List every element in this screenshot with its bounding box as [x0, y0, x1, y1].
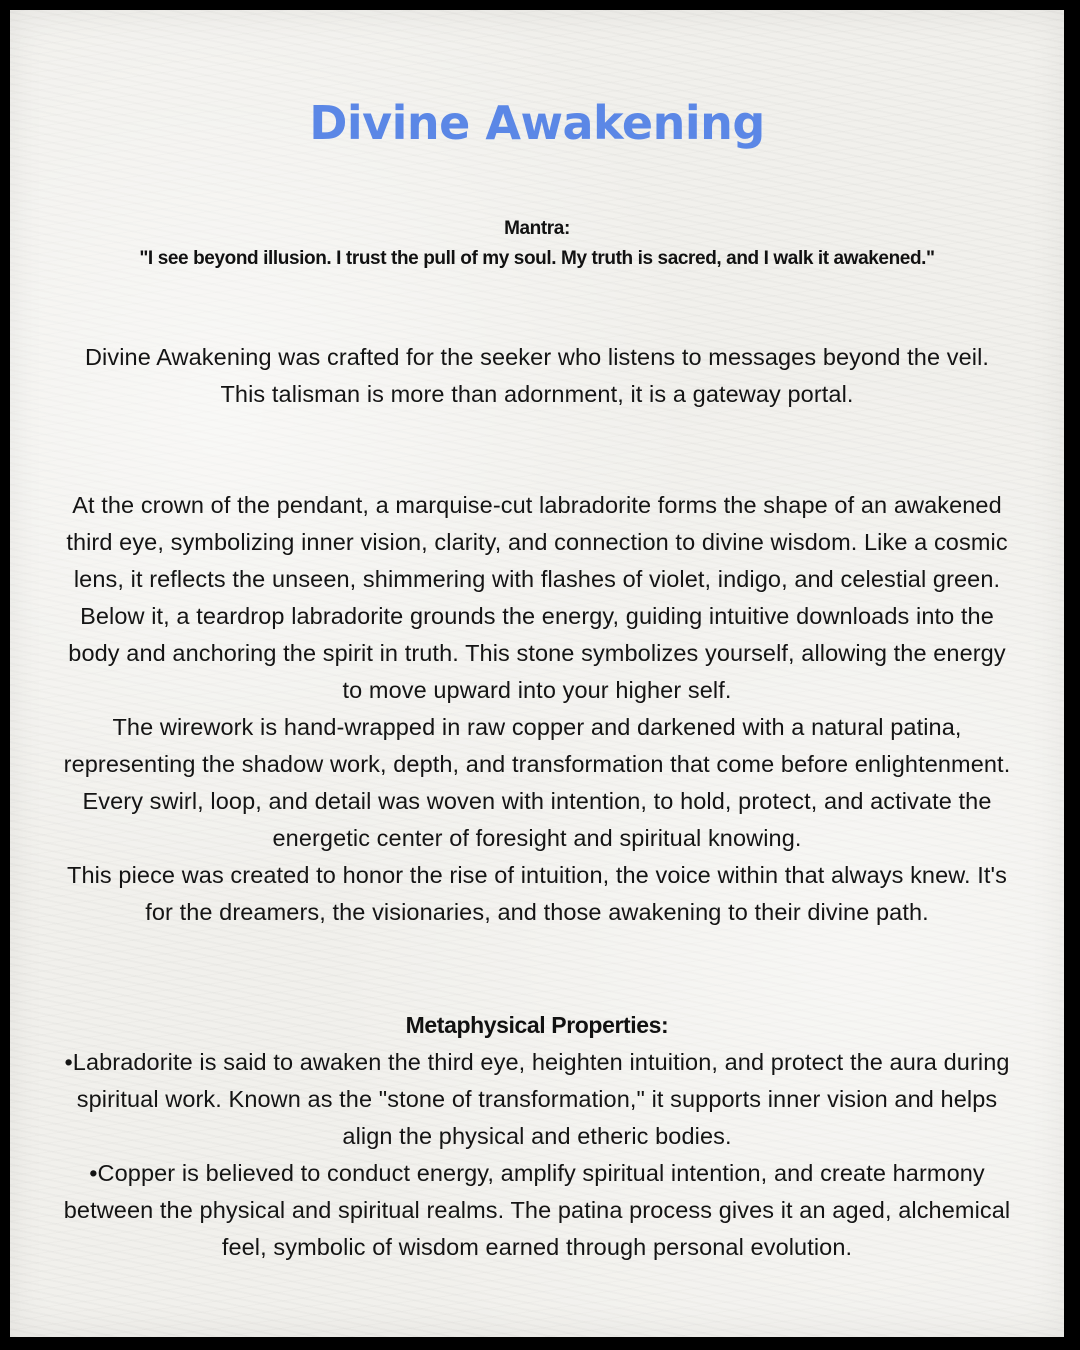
intro-section [58, 339, 1016, 413]
metaphysical-list [58, 1044, 1016, 1266]
paper-card [10, 10, 1064, 1337]
mantra-label: Mantra: [504, 218, 570, 239]
page-title: Divine Awakening [309, 96, 765, 150]
intro-paragraph: Divine Awakening was crafted for the seeker who listens to messages beyond the veil. [84, 344, 990, 370]
metaphysical-heading: Metaphysical Properties: [405, 1012, 669, 1038]
intro-paragraph: This talisman is more than adornment, it is a gateway portal. [220, 381, 854, 407]
mantra-text: "I see beyond illusion. I trust the pull of my soul. My truth is sacred, and I walk it awakened." [139, 248, 935, 269]
list-item: •Copper is believed to conduct energy, amplify spiritual intention, and create harmony between the physical and spiritual realms. The patina process gives it an aged, alchemical feel, symbolic of wisdom earned through personal evolution. [63, 1160, 1011, 1260]
list-item: •Labradorite is said to awaken the third eye, heighten intuition, and protect the aura during spiritual work. Known as the "stone of transformation," it supports inner vision and helps align the physical and etheric bodies. [64, 1049, 1010, 1149]
description-paragraph: This piece was created to honor the rise of intuition, the voice within that always knew. It's for the dreamers, the visionaries, and those awakening to their divine path. [66, 862, 1007, 925]
description-paragraph: At the crown of the pendant, a marquise-cut labradorite forms the shape of an awakened third eye, symbolizing inner vision, clarity, and connection to divine wisdom. Like a cosmic lens, it reflects the unseen, shimmering with flashes of violet, indigo, and celestial green. Below it, a teardrop labradorite grounds the energy, guiding intuitive downloads into the body and anchoring the spirit in truth. This stone symbolizes yourself, allowing the energy to move upward into your higher self. [66, 492, 1008, 703]
mantra-section [10, 214, 1064, 274]
description-paragraph: The wirework is hand-wrapped in raw copper and darkened with a natural patina, representing the shadow work, depth, and transformation that come before enlightenment. Every swirl, loop, and detail was woven with intention, to hold, protect, and activate the energetic center of foresight and spiritual knowing. [63, 714, 1011, 851]
description-section [58, 487, 1016, 931]
